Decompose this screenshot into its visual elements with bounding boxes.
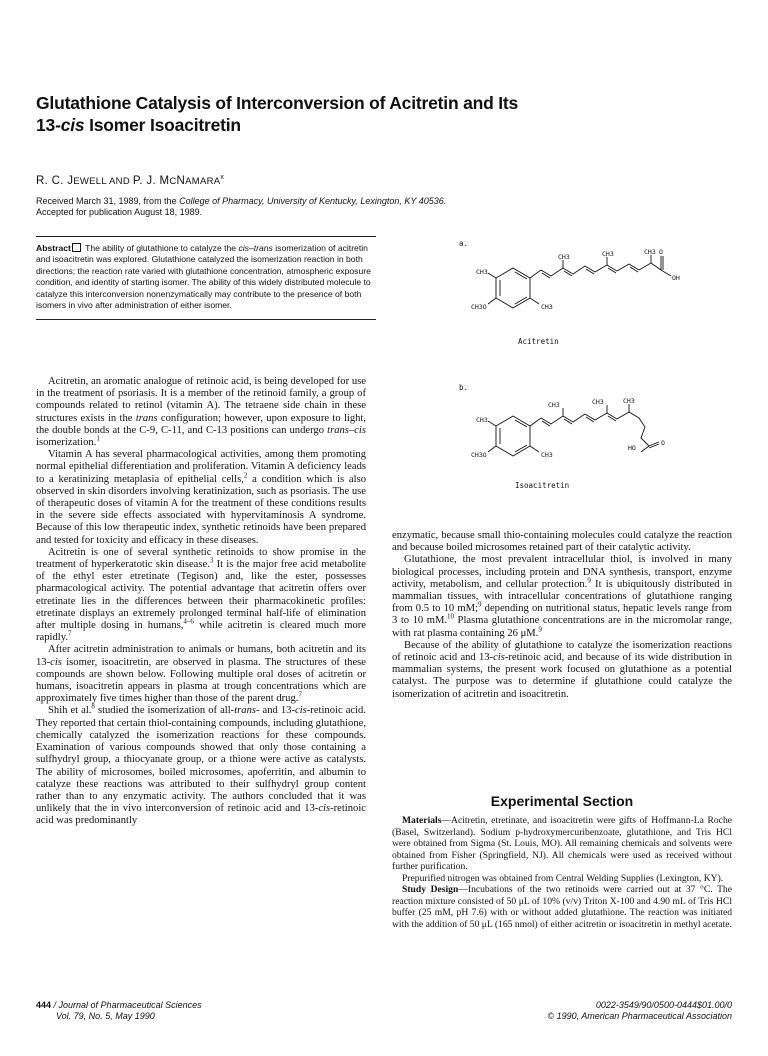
paragraph: After acitretin administration to animals or humans, both acitretin and its 13-cis isomer, isoacitretin, are observed in plasma. The structures of these compounds are shown below. Following multiple oral doses of acitretin or humans, isoacitretin appears in plasma at trough concentrations which are approximately five times higher than those of the parent drug.$^7$ xyxy=(36,644,366,705)
svg-text:O: O xyxy=(661,439,665,447)
svg-text:CH3O: CH3O xyxy=(471,451,487,459)
svg-text:CH3: CH3 xyxy=(476,416,488,424)
paragraph: Study Design—Incubations of the two retinoids were carried out at 37 °C. The reaction mixture consisted of 50 μL of 10% (v/v) Triton X-100 and 4.90 mL of Tris HCl buffer (25 mM, pH 7.6) with or without added glutathione. The reaction was initiated with the addition of 50 μL (165 nmol) of either acitretin or isoacitretin in methyl acetate. xyxy=(392,884,732,930)
page-number: 444 xyxy=(36,1000,52,1010)
copyright-footer: 0022-3549/90/0500-0444$01.00/0 © 1990, American Pharmaceutical Association xyxy=(547,1000,732,1021)
svg-text:OH: OH xyxy=(672,274,680,282)
svg-text:CH3: CH3 xyxy=(558,253,570,261)
paragraph: Prepurified nitrogen was obtained from Central Welding Supplies (Lexington, KY). xyxy=(402,872,724,884)
paragraph: Acitretin is one of several synthetic retinoids to show promise in the treatment of hyperkeratotic skin disease.$^3$ It is the major free acid metabolite of the ethyl ester etretinate (Tegison) and, like the ester, possesses pharmacological activity. The potential advantage that acitretin offers over etretinate lies in the differences between their pharmacokinetic profiles: etretinate displays an extremely prolonged terminal half-life of elimination after multiple dosing in humans,$^{4-6}$ while acitretin is cleared much more rapidly.$^7$ xyxy=(36,546,367,644)
box-symbol-icon xyxy=(72,243,81,252)
svg-text:CH3: CH3 xyxy=(541,451,553,459)
svg-text:CH3: CH3 xyxy=(548,401,560,409)
body-right-column xyxy=(392,530,732,701)
acitretin-caption: Acitretin xyxy=(518,337,559,346)
authors: R. C. JEWELL AND P. J. MCNAMARA$^x$ xyxy=(36,174,225,187)
paragraph: Materials—Acitretin, etretinate, and isoacitretin were gifts of Hoffmann-La Roche (Basel, Switzerland). Sodium p-hydroxymercuribenzoate, glutathione, and Tris HCl were obtained from Sigma (St. Louis, MO). All remaining chemicals and solvents were obtained from Fisher (Springfield, NJ). All chemicals were used as received without further purification. xyxy=(392,815,732,872)
title-line-2: 13-cis Isomer Isoacitretin xyxy=(36,115,241,135)
body-left-column xyxy=(36,376,366,828)
svg-text:CH3: CH3 xyxy=(623,397,635,405)
abstract: Abstract The ability of glutathione to catalyze the cis–trans isomerization of acitretin and isoacitretin was explored. Glutathione catalyzed the isomerization reaction in both directions; the reaction rate varied with glutathione concentration, atmospheric exposure condition, and identity of starting isomer. The ability of this widely distributed molecule to catalyze this interconversion nonenzymatically may contribute to the presence of both isomers in vivo after administration of either isomer. xyxy=(36,236,376,320)
paragraph: Glutathione, the most prevalent intracellular thiol, is involved in many biological processes, including protein and DNA synthesis, transport, enzyme activity, metabolism, and cellular protection.$^9$ It is ubiquitously distributed in mammalian tissues, with intracellular concentrations of glutathione ranging from 0.5 to 10 mM;$^9$ depending on nutritional status, hepatic levels range from 3 to 10 mM.$^{10}$ Plasma glutathione concentrations are in the micromolar range, with rat plasma containing 26 μM.$^9$ xyxy=(392,554,732,639)
svg-text:CH3: CH3 xyxy=(644,248,656,256)
svg-text:CH3: CH3 xyxy=(541,303,553,311)
svg-text:CH3: CH3 xyxy=(476,268,488,276)
svg-text:CH3O: CH3O xyxy=(471,303,487,311)
journal-footer: 444 / Journal of Pharmaceutical Sciences Vol. 79, No. 5, May 1990 xyxy=(36,1000,202,1021)
paragraph: Shih et al.$^8$ studied the isomerization of all-trans- and 13-cis-retinoic acid. They reported that certain thiol-containing compounds, including glutathione, chemically catalyzed the isomerization reactions for these compounds. Examination of various compounds showed that only those containing a sulfhydryl group, a thiocyanate group, or a thione were active as catalysts. The ability of microsomes, boiled microsomes, apoferritin, and albumin to catalyze these reactions was attributed to their sulfhydryl group content rather than to any enzymatic activity. The authors concluded that it was unlikely that the in vivo interconversion of retinoic acid and 13-cis-retinoic acid was predominantly xyxy=(36,702,366,827)
svg-text:O: O xyxy=(659,248,663,256)
paragraph: Acitretin, an aromatic analogue of retinoic acid, is being developed for use in the treatment of psoriasis. It is a member of the retinoid family, a group of compounds related to retinol (vitamin A). The tetraene side chain in these structures exists in the trans configuration; however, upon exposure to light, the double bonds at the C-9, C-11, and C-13 positions can undergo trans–cis isomerization.$^1$ xyxy=(36,376,367,449)
isoacitretin-caption: Isoacitretin xyxy=(515,481,570,490)
svg-text:CH3: CH3 xyxy=(602,250,614,258)
paragraph: Vitamin A has several pharmacological activities, among them promoting normal epithelial differentiation and proliferation. Vitamin A deficiency leads to a keratinizing metaplasia of epithelial cells,$^2$ a condition which is also observed in skin disorders involving keratinization, such as psoriasis. The use of therapeutic doses of vitamin A for the treatment of these conditions results in the severe side effects associated with hypervitaminosis A syndrome. Because of this low therapeutic index, synthetic retinoids have been prepared and tested for toxicity and efficacy in these diseases. xyxy=(36,449,366,546)
title-line-1: Glutathione Catalysis of Interconversion of Acitretin and Its xyxy=(36,93,519,113)
svg-text:CH3: CH3 xyxy=(592,398,604,406)
article-title xyxy=(36,92,636,136)
paragraph: Because of the ability of glutathione to catalyze the isomerization reactions of retinoic acid and 13-cis-retinoic acid, and because of its wide distribution in mammalian systems, the present work focused on glutathione as a potential catalyst. The purpose was to determine if glutathione could catalyze the isomerization of acitretin and isoacitretin. xyxy=(392,639,732,700)
isoacitretin-structure xyxy=(455,382,695,492)
acitretin-structure xyxy=(455,238,695,348)
received-info: Received March 31, 1989, from the College of Pharmacy, University of Kentucky, Lexington, KY 40536. Accepted for publication August 18, 1989. xyxy=(36,196,447,217)
figure-b-label: b. xyxy=(459,383,469,392)
experimental-text xyxy=(392,815,732,930)
section-heading: Experimental Section xyxy=(490,793,634,809)
figure-a-label: a. xyxy=(459,239,469,248)
paragraph: enzymatic, because small thio-containing molecules could catalyze the reaction and because boiled microsomes retained part of their catalytic activity. xyxy=(392,530,732,554)
svg-text:HO: HO xyxy=(628,444,636,452)
